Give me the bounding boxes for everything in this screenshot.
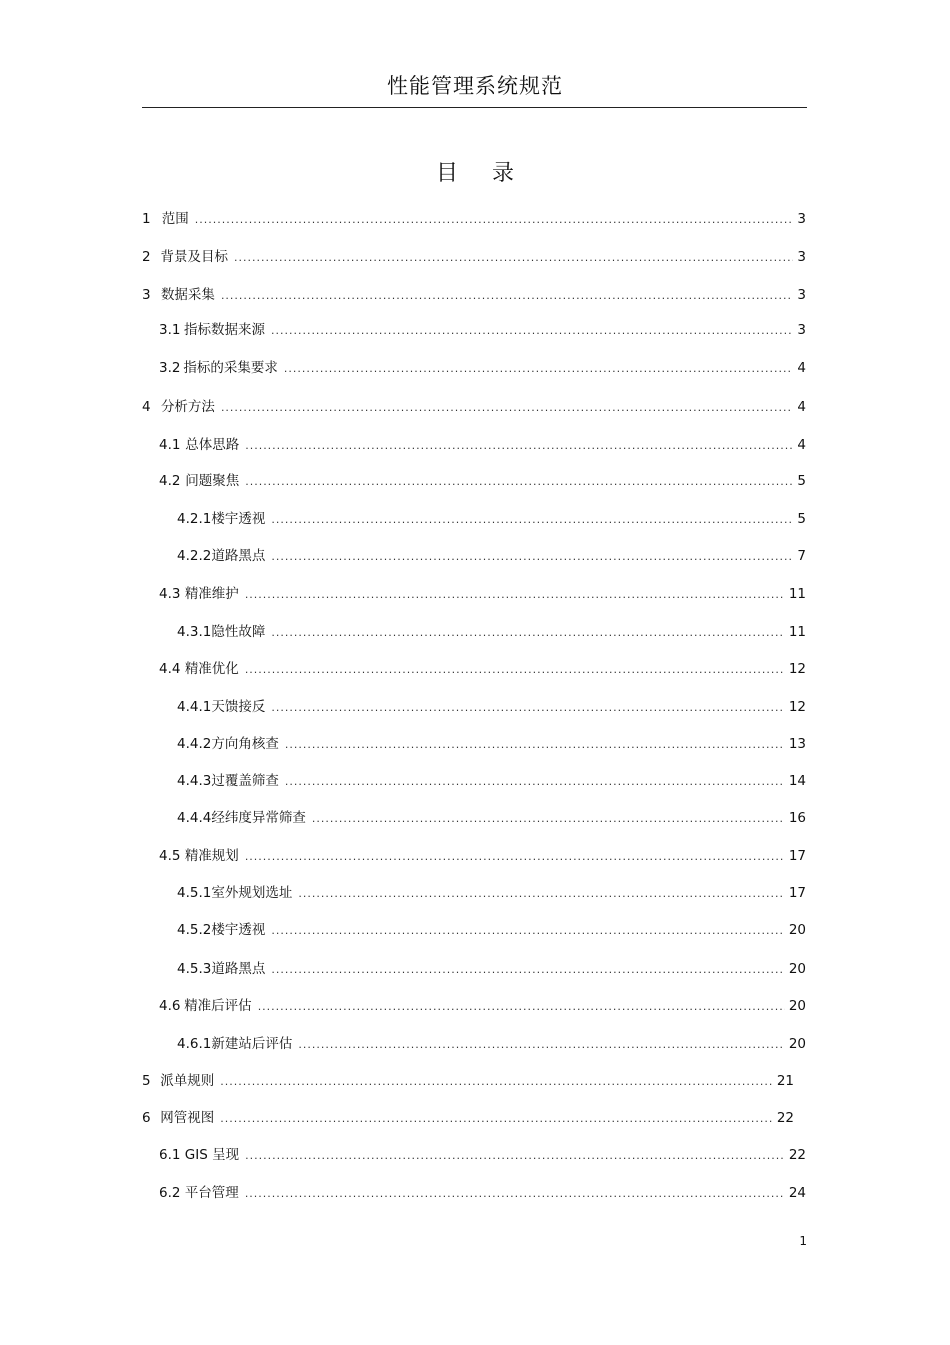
toc-entry-page: 3 (797, 287, 806, 303)
toc-entry-page: 22 (776, 1110, 794, 1126)
toc-heading-char: 目 (435, 161, 458, 186)
toc-dot-leader (245, 1187, 785, 1200)
toc-entry-number: 4.6 (159, 998, 181, 1014)
toc-entry-label: 指标数据来源 (183, 322, 265, 338)
toc-entry-page: 3 (797, 211, 806, 227)
toc-dot-leader (271, 924, 784, 937)
toc-entry-page: 24 (788, 1185, 806, 1201)
toc-dot-leader (271, 626, 784, 639)
toc-entry-number: 4.2.2 (177, 548, 212, 564)
toc-entry-number: 4.4.2 (177, 736, 212, 752)
toc-entry-label: 背景及目标 (160, 249, 228, 265)
toc-entry-number: 4.4.4 (177, 810, 212, 826)
toc-entry-number: 4.2.1 (177, 511, 212, 527)
toc-entry-page: 20 (788, 922, 806, 938)
toc-dot-leader (271, 701, 784, 714)
toc-dot-leader (234, 251, 793, 264)
toc-dot-leader (285, 738, 785, 751)
toc-entry[interactable] (159, 657, 806, 677)
toc-entry-label: 网管视图 (160, 1110, 215, 1126)
toc-dot-leader (284, 362, 794, 375)
toc-entry-label: 数据采集 (160, 287, 215, 303)
toc-entry-page: 22 (788, 1147, 806, 1163)
toc-entry-label: 过覆盖筛查 (211, 773, 279, 789)
toc-entry-label: 精准规划 (184, 848, 239, 864)
toc-entry-number: 4.1 (159, 437, 181, 453)
toc-entry[interactable] (159, 844, 806, 864)
toc-entry[interactable] (142, 207, 806, 227)
toc-entry[interactable] (159, 433, 806, 453)
toc-dot-leader (271, 550, 793, 563)
toc-entry[interactable] (142, 283, 806, 303)
toc-entry-number: 4.4 (159, 661, 181, 677)
toc-entry-label: 天馈接反 (211, 699, 266, 715)
page-header-title: 性能管理系统规范 (387, 74, 563, 98)
toc-entry-page: 12 (788, 661, 806, 677)
toc-entry-number: 4.3.1 (177, 624, 212, 640)
toc-entry-page: 21 (776, 1073, 794, 1089)
toc-entry-number: 4.5.3 (177, 961, 212, 977)
toc-entry-number: 4 (142, 399, 151, 415)
toc-entry-page: 7 (797, 548, 806, 564)
toc-heading-char: 录 (492, 161, 515, 186)
toc-entry[interactable] (159, 356, 806, 376)
toc-entry-label: 分析方法 (160, 399, 215, 415)
toc-dot-leader (220, 1112, 773, 1125)
toc-entry-page: 14 (788, 773, 806, 789)
toc-dot-leader (298, 887, 784, 900)
toc-entry-page: 4 (797, 360, 806, 376)
toc-entry[interactable] (142, 1106, 794, 1126)
toc-entry-label: 新建站后评估 (211, 1036, 293, 1052)
toc-entry-number: 1 (142, 211, 151, 227)
toc-entry-page: 5 (797, 473, 806, 489)
toc-dot-leader (245, 588, 785, 601)
toc-entry[interactable] (177, 1032, 806, 1052)
toc-entry[interactable] (159, 582, 806, 602)
toc-entry[interactable] (159, 1181, 806, 1201)
toc-entry[interactable] (159, 994, 806, 1014)
toc-entry-number: 6.2 (159, 1185, 181, 1201)
toc-entry-label: 道路黑点 (211, 548, 266, 564)
toc-entry-page: 4 (797, 399, 806, 415)
toc-entry-number: 4.5.2 (177, 922, 212, 938)
toc-entry[interactable] (177, 957, 806, 977)
toc-entry-page: 16 (788, 810, 806, 826)
toc-entry-page: 20 (788, 998, 806, 1014)
toc-entry-page: 20 (788, 961, 806, 977)
toc-entry-label: 精准优化 (184, 661, 239, 677)
toc-entry-label: 范围 (161, 211, 189, 227)
toc-entry[interactable] (177, 769, 806, 789)
toc-entry-label: 隐性故障 (211, 624, 266, 640)
toc-entry[interactable] (159, 318, 806, 338)
toc-entry-page: 5 (797, 511, 806, 527)
toc-entry-page: 3 (797, 322, 806, 338)
toc-entry-page: 13 (788, 736, 806, 752)
toc-entry-page: 12 (788, 699, 806, 715)
toc-entry-number: 3.1 (159, 322, 181, 338)
toc-entry-label: 精准后评估 (184, 998, 252, 1014)
toc-entry[interactable] (142, 395, 806, 415)
toc-dot-leader (195, 213, 794, 226)
toc-entry-label: 精准维护 (184, 586, 239, 602)
toc-entry-page: 17 (788, 848, 806, 864)
toc-entry-label: 指标的采集要求 (183, 360, 278, 376)
toc-entry-number: 2 (142, 249, 151, 265)
toc-dot-leader (221, 401, 793, 414)
toc-entry[interactable] (159, 469, 806, 489)
toc-entry-number: 4.4.3 (177, 773, 212, 789)
toc-entry-number: 3.2 (159, 360, 181, 376)
toc-entry[interactable] (142, 1069, 794, 1089)
toc-dot-leader (245, 663, 785, 676)
toc-entry-label: GIS 呈现 (184, 1147, 240, 1163)
toc-entry-number: 4.3 (159, 586, 181, 602)
toc-dot-leader (271, 963, 784, 976)
toc-entry-number: 4.5.1 (177, 885, 212, 901)
toc-entry-page: 20 (788, 1036, 806, 1052)
toc-entry[interactable] (177, 806, 806, 826)
toc-dot-leader (245, 850, 785, 863)
toc-dot-leader (298, 1038, 784, 1051)
toc-dot-leader (312, 812, 785, 825)
toc-entry[interactable] (159, 1143, 806, 1163)
toc-entry-number: 6.1 (159, 1147, 181, 1163)
toc-entry-label: 派单规则 (160, 1073, 215, 1089)
toc-entry-number: 3 (142, 287, 151, 303)
toc-dot-leader (245, 439, 793, 452)
toc-entry-label: 室外规划选址 (211, 885, 293, 901)
toc-entry[interactable] (177, 732, 806, 752)
toc-entry-label: 楼宇透视 (211, 511, 266, 527)
toc-entry-label: 楼宇透视 (211, 922, 266, 938)
toc-entry-page: 11 (788, 624, 806, 640)
toc-entry-number: 4.5 (159, 848, 181, 864)
toc-entry-number: 4.4.1 (177, 699, 212, 715)
toc-entry[interactable] (177, 695, 806, 715)
toc-entry-label: 总体思路 (185, 437, 240, 453)
toc-entry[interactable] (177, 620, 806, 640)
toc-entry-label: 方向角核查 (211, 736, 279, 752)
toc-entry[interactable] (177, 544, 806, 564)
toc-dot-leader (258, 1000, 785, 1013)
toc-dot-leader (285, 775, 785, 788)
toc-entry-label: 平台管理 (184, 1185, 239, 1201)
toc-dot-leader (245, 1149, 785, 1162)
toc-entry-page: 11 (788, 586, 806, 602)
toc-entry-label: 问题聚焦 (185, 473, 240, 489)
toc-entry-label: 道路黑点 (211, 961, 266, 977)
toc-entry[interactable] (177, 507, 806, 527)
toc-entry-page: 17 (788, 885, 806, 901)
toc-dot-leader (245, 475, 793, 488)
toc-dot-leader (220, 1075, 773, 1088)
toc-entry-page: 4 (797, 437, 806, 453)
toc-entry-number: 4.6.1 (177, 1036, 212, 1052)
toc-dot-leader (271, 324, 793, 337)
toc-entry[interactable] (177, 881, 806, 901)
toc-entry[interactable] (142, 245, 806, 265)
toc-entry-number: 5 (142, 1073, 151, 1089)
toc-entry-label: 经纬度异常筛查 (211, 810, 306, 826)
toc-entry-page: 3 (797, 249, 806, 265)
toc-entry-number: 6 (142, 1110, 151, 1126)
toc-dot-leader (271, 513, 793, 526)
page-number: 1 (799, 1234, 807, 1248)
toc-entry-number: 4.2 (159, 473, 181, 489)
toc-entry[interactable] (177, 918, 806, 938)
toc-dot-leader (221, 289, 793, 302)
